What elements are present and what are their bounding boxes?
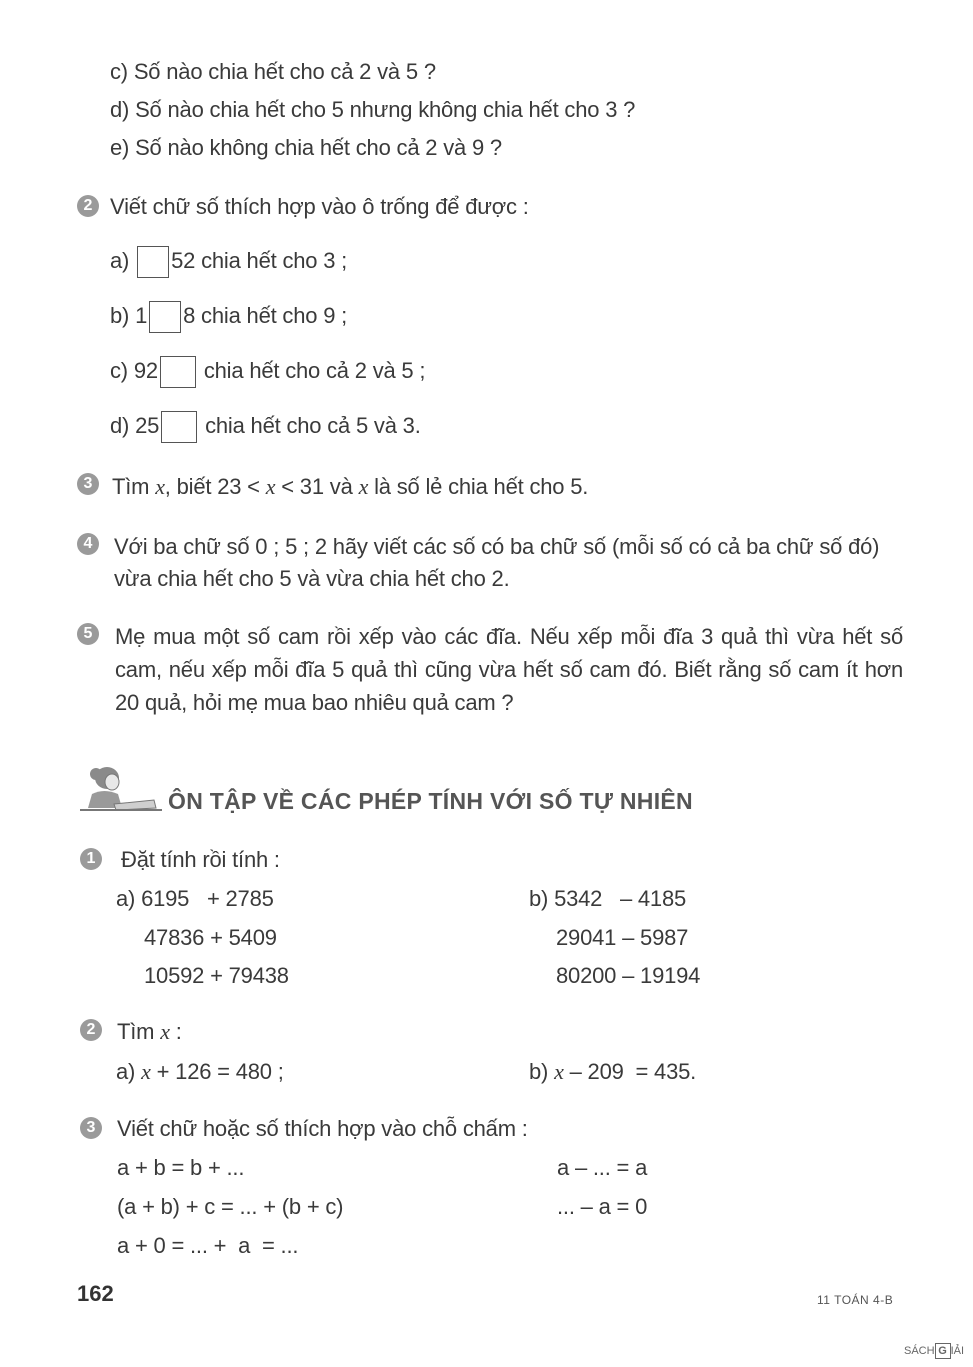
section-exercise-2-title	[117, 1019, 182, 1045]
ex2-d-text: chia hết cho cả 5 và 3.	[205, 412, 421, 438]
identity-r2: ... – a = 0	[557, 1194, 648, 1219]
exercise-4-number: 4	[77, 533, 99, 555]
ex2-item-a	[110, 246, 347, 278]
ex2-a-text: 52 chia hết cho 3 ;	[171, 247, 348, 273]
exercise-3-text	[112, 474, 588, 500]
exercise-4-line1: Với ba chữ số 0 ; 5 ; 2 hãy viết các số có ba chữ số (mỗi số có cả ba chữ số đó)	[114, 534, 880, 559]
ex2-item-b	[110, 301, 347, 333]
section-exercise-3-number: 3	[80, 1117, 102, 1139]
ex2-c-text: chia hết cho cả 2 và 5 ;	[203, 357, 426, 383]
s2-title-post: :	[175, 1019, 182, 1044]
variable-x: x	[160, 1019, 170, 1044]
ex3-post: là số lẻ chia hết cho 5.	[374, 474, 589, 499]
ex2-c-label: c) 92	[110, 357, 158, 383]
ex2-b-text: 8 chia hết cho 9 ;	[183, 302, 348, 328]
ex2-a-label: a)	[110, 247, 130, 273]
question-d: d) Số nào chia hết cho 5 nhưng không chia hết cho 3 ?	[110, 97, 636, 122]
exercise-3-number: 3	[77, 473, 99, 495]
eq-a-text: + 126 = 480 ;	[156, 1059, 284, 1084]
section-exercise-2-number: 2	[80, 1019, 102, 1041]
eq-a-label: a)	[116, 1059, 136, 1084]
eq-b-text: – 209 = 435.	[569, 1059, 697, 1084]
calc-a1: a) 6195 + 2785	[116, 886, 274, 911]
equation-a	[116, 1059, 284, 1085]
variable-x: x	[155, 474, 165, 499]
watermark	[904, 1343, 964, 1359]
identity-r1: a – ... = a	[557, 1155, 648, 1180]
book-code: 11 TOÁN 4-B	[817, 1293, 894, 1307]
exercise-5-text: Mẹ mua một số cam rồi xếp vào các đĩa. Nếu xếp mỗi đĩa 3 quả thì vừa hết số cam, nếu xếp mỗi đĩa 5 quả thì cũng vừa hết số cam đó. Biết rằng số cam ít hơn 20 quả, hỏi mẹ mua bao nhiêu quả cam ?	[115, 624, 903, 715]
blank-box[interactable]	[160, 356, 196, 388]
eq-b-label: b)	[529, 1059, 549, 1084]
calc-b1: b) 5342 – 4185	[529, 886, 687, 911]
exercise-2-number: 2	[77, 195, 99, 217]
variable-x: x	[265, 474, 276, 499]
exercise-2-title: Viết chữ số thích hợp vào ô trống để được :	[110, 194, 529, 219]
calc-b3: 80200 – 19194	[556, 963, 701, 988]
reading-girl-icon	[74, 764, 164, 816]
ex3-mid1: , biết 23 <	[164, 474, 260, 499]
question-c: c) Số nào chia hết cho cả 2 và 5 ?	[110, 59, 436, 84]
ex2-d-label: d) 25	[110, 412, 160, 438]
ex2-item-c	[110, 356, 425, 388]
section-exercise-1-number: 1	[80, 848, 102, 870]
identity-l2: (a + b) + c = ... + (b + c)	[117, 1194, 344, 1219]
blank-box[interactable]	[149, 301, 181, 333]
watermark-post: IẢI	[950, 1344, 965, 1357]
variable-x: x	[141, 1059, 151, 1084]
ex3-mid2: < 31 và	[281, 474, 353, 499]
identity-l1: a + b = b + ...	[117, 1155, 245, 1180]
variable-x: x	[554, 1059, 564, 1084]
calc-b2: 29041 – 5987	[556, 925, 689, 950]
ex2-b-label: b) 1	[110, 302, 148, 328]
question-e: e) Số nào không chia hết cho cả 2 và 9 ?	[110, 135, 502, 160]
s2-title-pre: Tìm	[117, 1019, 155, 1044]
identity-l3: a + 0 = ... + a = ...	[117, 1233, 299, 1258]
equation-b	[529, 1059, 696, 1085]
watermark-logo-icon: G	[935, 1343, 951, 1359]
watermark-pre: SÁCH	[904, 1344, 935, 1357]
section-heading: ÔN TẬP VỀ CÁC PHÉP TÍNH VỚI SỐ TỰ NHIÊN	[168, 788, 693, 814]
section-exercise-3-title: Viết chữ hoặc số thích hợp vào chỗ chấm :	[117, 1116, 528, 1141]
calc-a2: 47836 + 5409	[144, 925, 277, 950]
ex3-pre: Tìm	[112, 474, 150, 499]
section-exercise-1-title: Đặt tính rồi tính :	[121, 847, 280, 872]
calc-a3: 10592 + 79438	[144, 963, 289, 988]
ex2-item-d	[110, 411, 421, 443]
blank-box[interactable]	[161, 411, 197, 443]
variable-x: x	[358, 474, 369, 499]
page-number: 162	[77, 1281, 114, 1306]
exercise-5-number: 5	[77, 623, 99, 645]
blank-box[interactable]	[137, 246, 169, 278]
exercise-4-line2: vừa chia hết cho 5 và vừa chia hết cho 2.	[114, 566, 510, 591]
